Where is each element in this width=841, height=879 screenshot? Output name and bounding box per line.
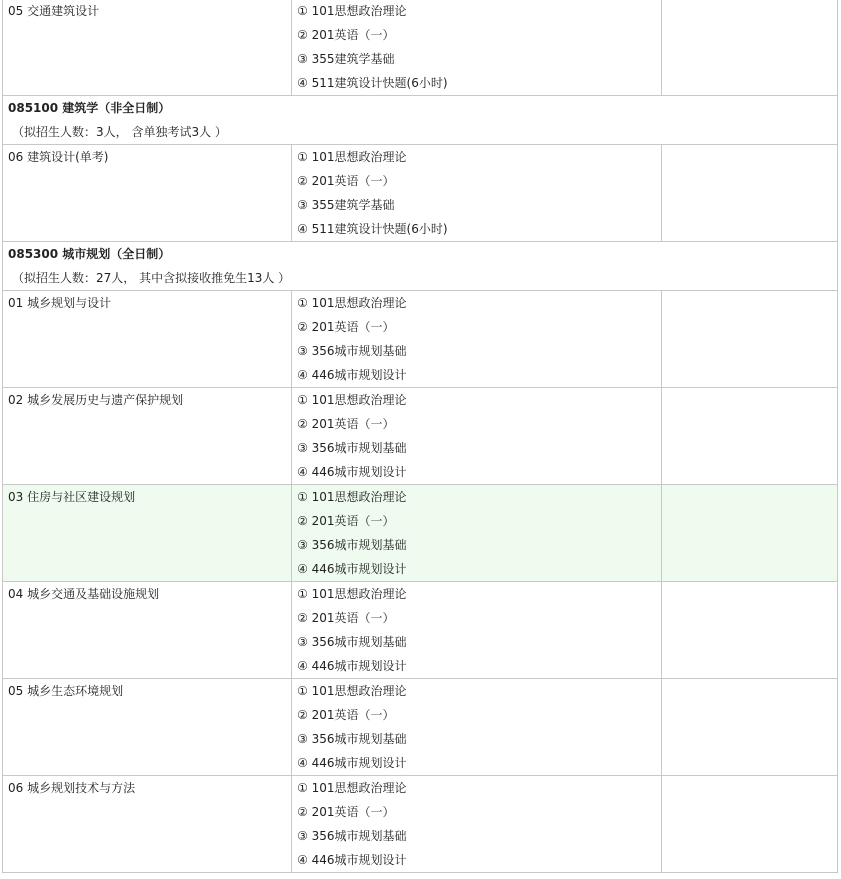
program-header-cell	[3, 242, 838, 291]
remarks-cell	[661, 485, 837, 582]
admissions-table	[2, 0, 838, 873]
research-direction: 01 城乡规划与设计	[8, 296, 112, 310]
exam-subjects-cell	[292, 145, 662, 242]
exam-subject: ① 101思想政治理论	[297, 781, 407, 795]
exam-subject: ③ 356城市规划基础	[297, 829, 407, 843]
exam-subject: ② 201英语（一）	[297, 805, 395, 819]
admissions-table-body	[3, 0, 838, 873]
table-row	[3, 582, 838, 679]
table-row	[3, 291, 838, 388]
exam-subject: ② 201英语（一）	[297, 320, 395, 334]
exam-subject: ① 101思想政治理论	[297, 4, 407, 18]
exam-subject: ③ 356城市规划基础	[297, 441, 407, 455]
exam-subject: ② 201英语（一）	[297, 174, 395, 188]
exam-subject: ① 101思想政治理论	[297, 684, 407, 698]
research-direction: 05 交通建筑设计	[8, 4, 100, 18]
table-row	[3, 0, 838, 96]
remarks-cell	[661, 0, 837, 96]
exam-subject: ④ 446城市规划设计	[297, 853, 407, 867]
exam-subject: ① 101思想政治理论	[297, 150, 407, 164]
exam-subjects-cell	[292, 679, 662, 776]
exam-subject: ③ 355建筑学基础	[297, 198, 395, 212]
research-direction-cell	[3, 485, 292, 582]
exam-subject: ① 101思想政治理论	[297, 393, 407, 407]
research-direction-cell	[3, 145, 292, 242]
exam-subject: ④ 446城市规划设计	[297, 756, 407, 770]
remarks-cell	[661, 388, 837, 485]
exam-subject: ② 201英语（一）	[297, 708, 395, 722]
program-header-row	[3, 242, 838, 291]
research-direction-cell	[3, 679, 292, 776]
remarks-cell	[661, 291, 837, 388]
program-quota: （拟招生人数：27人， 其中含拟接收推免生13人 ）	[12, 271, 291, 285]
research-direction: 05 城乡生态环境规划	[8, 684, 124, 698]
exam-subject: ① 101思想政治理论	[297, 296, 407, 310]
research-direction-cell	[3, 776, 292, 873]
exam-subjects-cell	[292, 291, 662, 388]
exam-subject: ④ 446城市规划设计	[297, 465, 407, 479]
exam-subject: ④ 446城市规划设计	[297, 562, 407, 576]
exam-subject: ③ 356城市规划基础	[297, 538, 407, 552]
exam-subject: ① 101思想政治理论	[297, 587, 407, 601]
table-row	[3, 145, 838, 242]
remarks-cell	[661, 776, 837, 873]
exam-subject: ② 201英语（一）	[297, 611, 395, 625]
exam-subject: ② 201英语（一）	[297, 514, 395, 528]
research-direction-cell	[3, 388, 292, 485]
research-direction: 06 城乡规划技术与方法	[8, 781, 136, 795]
exam-subjects-cell	[292, 388, 662, 485]
program-quota: （拟招生人数：3人， 含单独考试3人 ）	[12, 125, 227, 139]
exam-subject: ④ 446城市规划设计	[297, 659, 407, 673]
table-row	[3, 679, 838, 776]
exam-subject: ④ 511建筑设计快题(6小时)	[297, 76, 448, 90]
research-direction-cell	[3, 582, 292, 679]
exam-subject: ③ 356城市规划基础	[297, 344, 407, 358]
exam-subject: ① 101思想政治理论	[297, 490, 407, 504]
research-direction: 03 住房与社区建设规划	[8, 490, 136, 504]
exam-subjects-cell	[292, 485, 662, 582]
exam-subject: ② 201英语（一）	[297, 28, 395, 42]
research-direction: 06 建筑设计(单考)	[8, 150, 109, 164]
exam-subject: ③ 355建筑学基础	[297, 52, 395, 66]
research-direction-cell	[3, 291, 292, 388]
exam-subject: ③ 356城市规划基础	[297, 732, 407, 746]
remarks-cell	[661, 679, 837, 776]
exam-subject: ② 201英语（一）	[297, 417, 395, 431]
program-title: 085300 城市规划（全日制）	[8, 247, 171, 261]
program-header-cell	[3, 96, 838, 145]
research-direction: 02 城乡发展历史与遗产保护规划	[8, 393, 184, 407]
table-row	[3, 776, 838, 873]
exam-subjects-cell	[292, 0, 662, 96]
exam-subject: ④ 511建筑设计快题(6小时)	[297, 222, 448, 236]
exam-subject: ③ 356城市规划基础	[297, 635, 407, 649]
research-direction-cell	[3, 0, 292, 96]
exam-subjects-cell	[292, 776, 662, 873]
table-row	[3, 388, 838, 485]
research-direction: 04 城乡交通及基础设施规划	[8, 587, 160, 601]
program-title: 085100 建筑学（非全日制）	[8, 101, 171, 115]
remarks-cell	[661, 145, 837, 242]
exam-subjects-cell	[292, 582, 662, 679]
remarks-cell	[661, 582, 837, 679]
exam-subject: ④ 446城市规划设计	[297, 368, 407, 382]
program-header-row	[3, 96, 838, 145]
table-row	[3, 485, 838, 582]
